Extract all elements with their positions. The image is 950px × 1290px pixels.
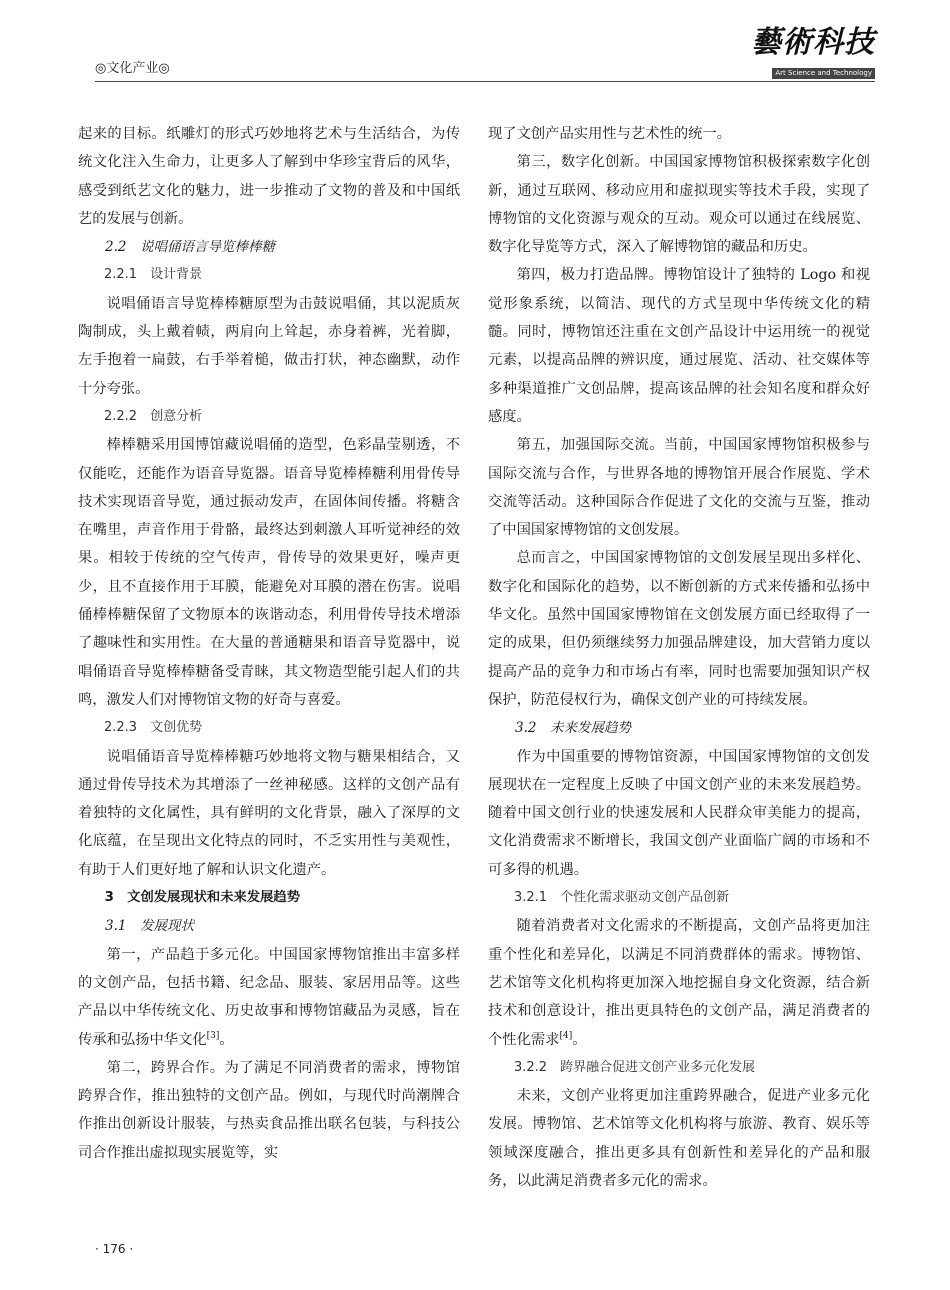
page-number: · 176 · (95, 1242, 134, 1256)
paragraph-text: 总而言之，中国国家博物馆的文创发展呈现出多样化、数字化和国际化的趋势，以不断创新的方式来传播和弘扬中华文化。虽然中国国家博物馆在文创发展方面已经取得了一定的成果，但仍须继续努力加强品牌建设，加大营销力度以提高产品的竞争力和市场占有率，同时也需要加强知识产权保护，防范侵权行为，确保文创产业的可持续发展。 (488, 550, 870, 708)
paragraph (78, 290, 460, 403)
paragraph (488, 431, 870, 544)
left-column (78, 120, 460, 1167)
section-heading: 3.1 发展现状 (105, 918, 194, 935)
paragraph-text: 说唱俑语言导览棒棒糖原型为击鼓说唱俑，其以泥质灰陶制成，头上戴着帻，两肩向上耸起，赤身着裤，光着脚，左手抱着一扁鼓，右手举着槌，做击打状，神态幽默，动作十分夸张。 (78, 295, 460, 397)
paragraph-tail: 。 (572, 1031, 587, 1048)
paragraph (78, 743, 460, 884)
section-heading: 2.2 说唱俑语言导览棒棒糖 (105, 239, 275, 256)
section-heading: 3.2 未来发展趋势 (515, 720, 631, 737)
paragraph-text: 起来的目标。纸雕灯的形式巧妙地将艺术与生活结合，为传统文化注入生命力，让更多人了解到中华珍宝背后的风华，感受到纸艺文化的魅力，进一步推动了文物的普及和中国纸艺的发展与创新。 (78, 126, 460, 227)
paragraph (78, 431, 460, 714)
paragraph-text: 作为中国重要的博物馆资源，中国国家博物馆的文创发展现状在一定程度上反映了中国文创产业的未来发展趋势。随着中国文创行业的快速发展和人民群众审美能力的提高，文化消费需求不断增长，我国文创产业面临广阔的市场和不可多得的机遇。 (488, 748, 870, 878)
paragraph-text: 第四，极力打造品牌。博物馆设计了独特的 Logo 和视觉形象系统，以简洁、现代的方式呈现中华传统文化的精髓。同时，博物馆还注重在文创产品设计中运用统一的视觉元素，以提高品牌的辨识度，通过展览、活动、社交媒体等多种渠道推广文创品牌，提高该品牌的社会知名度和群众好感度。 (488, 267, 870, 425)
section-heading: 2.2.1 设计背景 (104, 267, 203, 283)
section-heading: 3.2.1 个性化需求驱动文创产品创新 (514, 890, 730, 906)
paragraph-tail: 。 (219, 1031, 234, 1048)
paragraph-text: 随着消费者对文化需求的不断提高，文创产品将更加注重个性化和差异化，以满足不同消费群体的需求。博物馆、艺术馆等文化机构将更加深入地挖掘自身文化资源，结合新技术和创意设计，推出更具特色的文创产品，满足消费者的个性化需求 (488, 918, 870, 1048)
logo-text: 藝術科技 (751, 25, 875, 60)
paragraph-text: 第一，产品趋于多元化。中国国家博物馆推出丰富多样的文创产品，包括书籍、纪念品、服装、家居用品等。这些产品以中华传统文化、历史故事和博物馆藏品为灵感，旨在传承和弘扬中华文化 (78, 946, 460, 1048)
citation-ref[interactable]: [3] (206, 1030, 220, 1041)
section-heading: 3.2.2 跨界融合促进文创产业多元化发展 (514, 1059, 756, 1075)
paragraph (78, 941, 460, 1054)
paragraph (488, 743, 870, 884)
paragraph-text: 棒棒糖采用国博馆藏说唱俑的造型，色彩晶莹剔透，不仅能吃，还能作为语音导览器。语音导览棒棒糖利用骨传导技术实现语音导览，通过振动发声，在固体间传播。将糖含在嘴里，声音作用于骨骼，最终达到刺激人耳听觉神经的效果。相较于传统的空气传声，骨传导的效果更好，噪声更少，且不直接作用于耳膜，能避免对耳膜的潜在伤害。说唱俑棒棒糖保留了文物原本的诙谐动态，利用骨传导技术增添了趣味性和实用性。在大量的普通糖果和语音导览器中，说唱俑语音导览棒棒糖备受青睐，其文物造型能引起人们的共鸣，激发人们对博物馆文物的好奇与喜爱。 (78, 437, 460, 708)
paragraph (488, 912, 870, 1053)
paragraph-text: 现了文创产品实用性与艺术性的统一。 (488, 126, 732, 142)
section-heading: 2.2.3 文创优势 (104, 720, 203, 736)
paragraph-text: 未来，文创产业将更加注重跨界融合，促进产业多元化发展。博物馆、艺术馆等文化机构将与旅游、教育、娱乐等领域深度融合，推出更多具有创新性和差异化的产品和服务，以此满足消费者多元化的需求。 (488, 1088, 870, 1189)
logo-subtitle: Art Science and Technology (772, 68, 875, 79)
paragraph (488, 544, 870, 714)
header-rule (95, 81, 875, 82)
paragraph-text: 第五，加强国际交流。当前，中国国家博物馆积极参与国际交流与合作，与世界各地的博物馆开展合作展览、学术交流等活动。这种国际合作促进了文化的交流与互鉴，推动了中国国家博物馆的文创发展。 (488, 437, 870, 539)
paragraph-text: 说唱俑语音导览棒棒糖巧妙地将文物与糖果相结合，又通过骨传导技术为其增添了一丝神秘感。这样的文创产品有着独特的文化属性，具有鲜明的文化背景，融入了深厚的文化底蕴，在呈现出文化特点的同时，不乏实用性与美观性，有助于人们更好地了解和认识文化遗产。 (78, 748, 460, 878)
paragraph (488, 261, 870, 431)
section-heading: 3 文创发展现状和未来发展趋势 (104, 890, 301, 906)
paragraph (488, 148, 870, 261)
right-column (488, 120, 870, 1195)
paragraph (488, 1082, 870, 1195)
section-label: ◎文化产业◎ (95, 61, 170, 76)
page-header (95, 25, 875, 82)
paragraph-text: 第二，跨界合作。为了满足不同消费者的需求，博物馆跨界合作，推出独特的文创产品。例如，与现代时尚潮牌合作推出创新设计服装，与热卖食品推出联名包装，与科技公司合作推出虚拟现实展览等，实 (78, 1059, 460, 1161)
citation-ref[interactable]: [4] (559, 1030, 573, 1041)
journal-logo (745, 26, 875, 76)
paragraph (78, 120, 460, 233)
paragraph-text: 第三，数字化创新。中国国家博物馆积极探索数字化创新，通过互联网、移动应用和虚拟现实等技术手段，实现了博物馆的文化资源与观众的互动。观众可以通过在线展览、数字化导览等方式，深入了解博物馆的藏品和历史。 (488, 154, 870, 256)
section-heading: 2.2.2 创意分析 (104, 408, 203, 424)
paragraph (488, 120, 870, 148)
paragraph (78, 1054, 460, 1167)
